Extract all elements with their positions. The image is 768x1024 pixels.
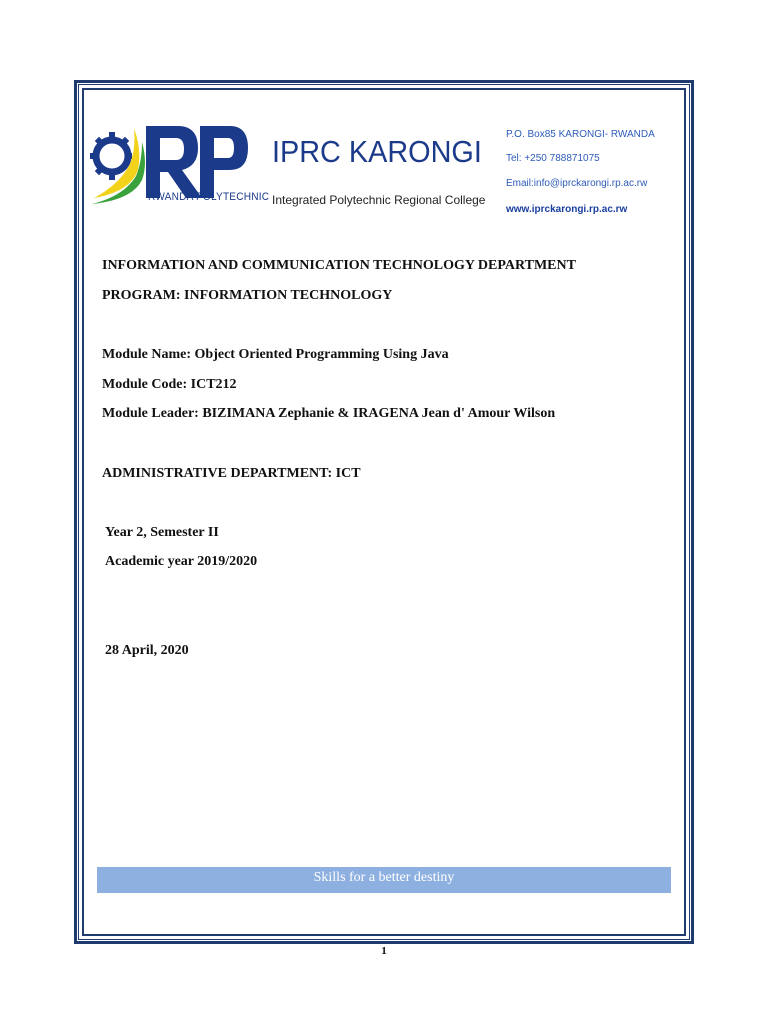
contact-email[interactable]: Email:info@iprckarongi.rp.ac.rw: [506, 178, 648, 189]
program-heading: PROGRAM: INFORMATION TECHNOLOGY: [102, 288, 393, 303]
document-date: 28 April, 2020: [105, 643, 189, 658]
module-leader: Module Leader: BIZIMANA Zephanie & IRAGENA Jean d' Amour Wilson: [102, 406, 556, 421]
page-border-inner: [82, 88, 686, 936]
module-name: Module Name: Object Oriented Programming Using Java: [102, 347, 449, 362]
module-code: Module Code: ICT212: [102, 377, 237, 392]
contact-website[interactable]: www.iprckarongi.rp.ac.rw: [506, 204, 628, 215]
academic-year: Academic year 2019/2020: [105, 554, 258, 569]
college-subtitle: Integrated Polytechnic Regional College: [272, 193, 486, 207]
college-title: IPRC KARONGI: [272, 134, 482, 169]
rwanda-polytechnic-logo: [90, 118, 270, 210]
administrative-department: ADMINISTRATIVE DEPARTMENT: ICT: [102, 466, 361, 481]
contact-po-box: P.O. Box85 KARONGI- RWANDA: [506, 129, 655, 140]
letter-r-icon: [146, 126, 202, 198]
footer-slogan: Skills for a better destiny: [313, 870, 455, 885]
contact-telephone: Tel: +250 788871075: [506, 153, 600, 164]
logo-tagline: RWANDA POLYTECHNIC: [148, 191, 270, 203]
year-semester: Year 2, Semester II: [105, 525, 219, 540]
page-number: 1: [381, 945, 387, 957]
footer-slogan-band: [97, 867, 671, 893]
department-heading: INFORMATION AND COMMUNICATION TECHNOLOGY DEPARTMENT: [102, 258, 576, 273]
letter-p-icon: [200, 126, 248, 198]
